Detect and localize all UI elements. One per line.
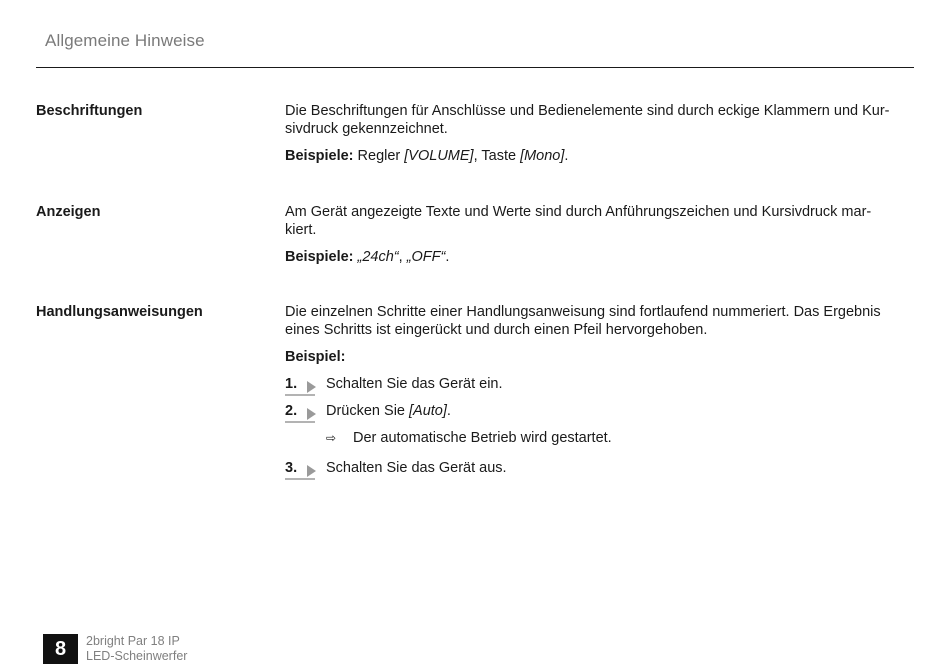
step-text [326,402,451,420]
example-text: , Taste [473,148,517,164]
paragraph-line: kiert. [285,222,317,238]
step-underline [285,394,315,396]
step-underline [285,478,315,480]
example-italic: [Mono] [520,148,565,164]
example-text: . [564,148,569,164]
step-number: 2. [285,403,298,419]
section-label: Handlungsanweisungen [36,304,203,320]
step-number: 3. [285,460,298,476]
example-line [285,147,915,165]
step-text-prefix: Drücken Sie [326,403,405,419]
example-italic: [VOLUME] [404,148,474,164]
example-label: Beispiele: [285,148,354,164]
example-label: Beispiele: [285,249,354,265]
step-text-italic: [Auto] [409,403,447,419]
step-text: Schalten Sie das Gerät ein. [326,376,503,392]
step-arrow-icon [307,381,316,393]
step-underline [285,421,315,423]
result-text: Der automatische Betrieb wird gestartet. [353,430,612,446]
section-handlungsanweisungen [36,303,914,493]
section-paragraph [285,102,915,138]
paragraph-line: Die Beschriftungen für Anschlüsse und Bedienelemente sind durch eckige Klammern und Kur- [285,103,890,119]
paragraph-line: Die einzelnen Schritte einer Handlungsanweisung sind fortlaufend nummeriert. Das Ergebnis [285,304,881,320]
example-italic: „OFF“ [406,249,446,265]
section-paragraph [285,303,915,339]
step-text: Schalten Sie das Gerät aus. [326,460,507,476]
example-italic: „24ch“ [357,249,399,265]
result-arrow-icon: ⇨ [326,431,337,445]
example-text: Regler [357,148,401,164]
step-result [326,429,886,447]
footer-product-type: LED-Scheinwerfer [86,649,188,663]
section-paragraph [285,203,915,239]
paragraph-line: eines Schritts ist eingerückt und durch einen Pfeil hervorgehoben. [285,322,708,338]
header-divider [36,67,914,68]
step-text-end: . [446,403,451,419]
section-label: Beschriftungen [36,103,143,119]
step-item [285,459,885,479]
step-arrow-icon [307,408,316,420]
step-arrow-icon [307,465,316,477]
section-beschriftungen [36,102,914,172]
section-anzeigen [36,203,914,273]
example-text: . [445,249,450,265]
example-label: Beispiel: [285,349,346,365]
step-item [285,375,885,395]
example-text: , [398,249,407,265]
section-label: Anzeigen [36,204,101,220]
section-body [285,303,915,493]
example-line [285,248,915,266]
section-body [285,203,915,266]
paragraph-line: Am Gerät angezeigte Texte und Werte sind durch Anführungszeichen und Kursivdruck mar- [285,204,872,220]
paragraph-line: sivdruck gekennzeichnet. [285,121,448,137]
step-number: 1. [285,376,298,392]
step-item [285,402,885,422]
section-body [285,102,915,165]
page-header-title: Allgemeine Hinweise [45,31,205,50]
footer-product-name: 2bright Par 18 IP [86,634,180,648]
page-number: 8 [43,634,78,664]
